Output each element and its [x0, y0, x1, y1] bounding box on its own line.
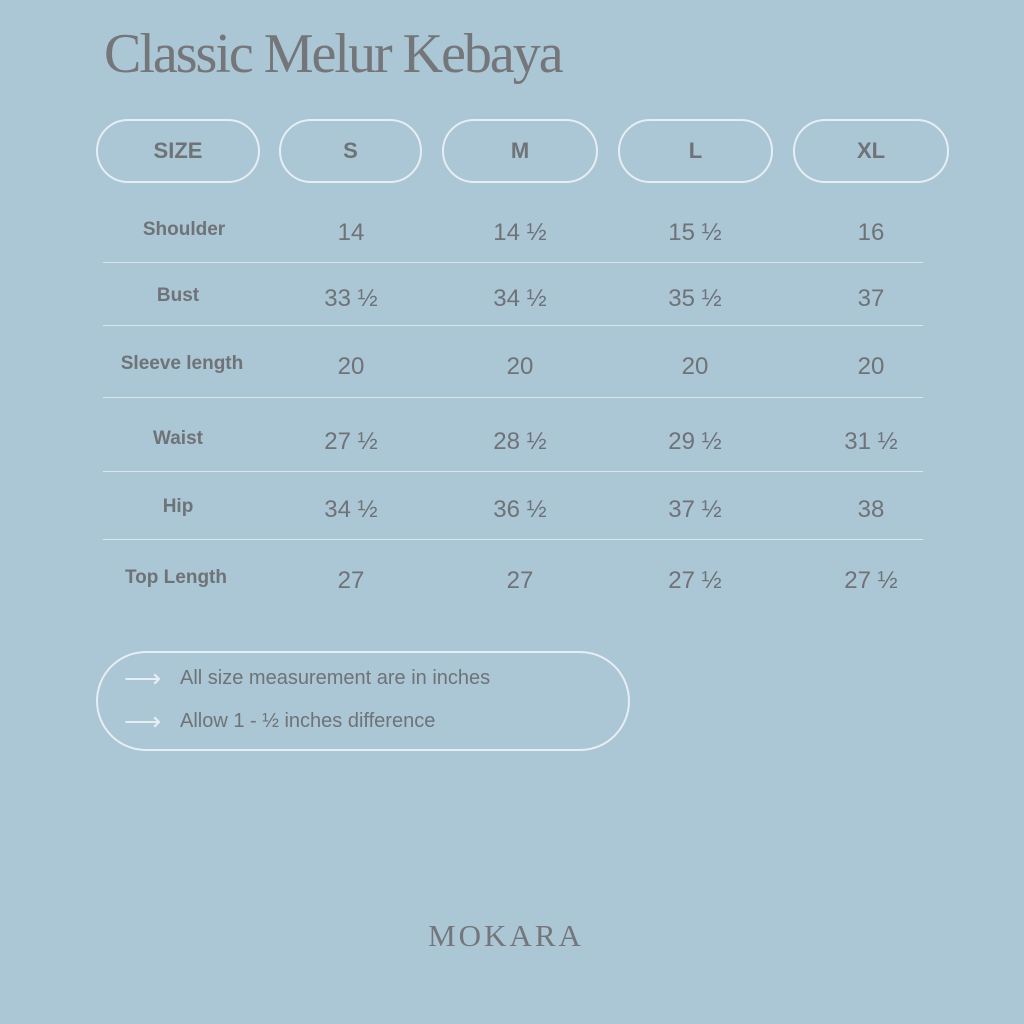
- row-label: Sleeve length: [120, 353, 244, 374]
- note-item: [124, 665, 490, 691]
- row-divider: [103, 262, 923, 263]
- notes-box: [96, 651, 630, 751]
- measurement-cell: 27 ½: [668, 567, 722, 594]
- arrow-right-icon: ⟶: [124, 706, 162, 736]
- measurement-cell: 14 ½: [493, 219, 547, 246]
- measurement-cell: 29 ½: [668, 428, 722, 455]
- row-label: Top Length: [124, 567, 227, 588]
- measurement-cell: 37 ½: [668, 496, 722, 523]
- note-text: Allow 1 - ½ inches difference: [180, 709, 436, 732]
- measurement-cell: 36 ½: [493, 496, 547, 523]
- row-label: Waist: [153, 428, 203, 449]
- measurement-cell: 27 ½: [324, 428, 378, 455]
- header-size-col: S: [279, 119, 422, 183]
- measurement-cell: 37: [857, 285, 885, 312]
- measurement-cell: 16: [857, 219, 885, 246]
- measurement-cell: 35 ½: [668, 285, 722, 312]
- measurement-cell: 34 ½: [493, 285, 547, 312]
- measurement-cell: 27: [337, 567, 365, 594]
- measurement-cell: 20: [337, 353, 365, 380]
- measurement-cell: 20: [857, 353, 885, 380]
- measurement-cell: 20: [506, 353, 534, 380]
- measurement-cell: 33 ½: [324, 285, 378, 312]
- page-title: Classic Melur Kebaya: [104, 23, 562, 85]
- row-divider: [103, 397, 923, 398]
- measurement-cell: 27 ½: [844, 567, 898, 594]
- row-label: Hip: [162, 496, 194, 517]
- measurement-cell: 14: [337, 219, 365, 246]
- measurement-cell: 15 ½: [668, 219, 722, 246]
- header-size: SIZE: [96, 119, 260, 183]
- measurement-cell: 20: [681, 353, 709, 380]
- note-item: [124, 708, 435, 734]
- measurement-cell: 27: [506, 567, 534, 594]
- row-label: Bust: [156, 285, 200, 306]
- measurement-cell: 34 ½: [324, 496, 378, 523]
- row-divider: [103, 471, 923, 472]
- note-text: All size measurement are in inches: [180, 666, 491, 689]
- header-size-col: L: [618, 119, 773, 183]
- measurement-cell: 31 ½: [844, 428, 898, 455]
- row-divider: [103, 539, 923, 540]
- row-divider: [103, 325, 923, 326]
- arrow-right-icon: ⟶: [124, 663, 162, 693]
- measurement-cell: 38: [857, 496, 885, 523]
- header-size-col: XL: [793, 119, 949, 183]
- header-size-col: M: [442, 119, 598, 183]
- brand-logo: MOKARA: [428, 918, 584, 953]
- row-label: Shoulder: [142, 219, 226, 240]
- measurement-cell: 28 ½: [493, 428, 547, 455]
